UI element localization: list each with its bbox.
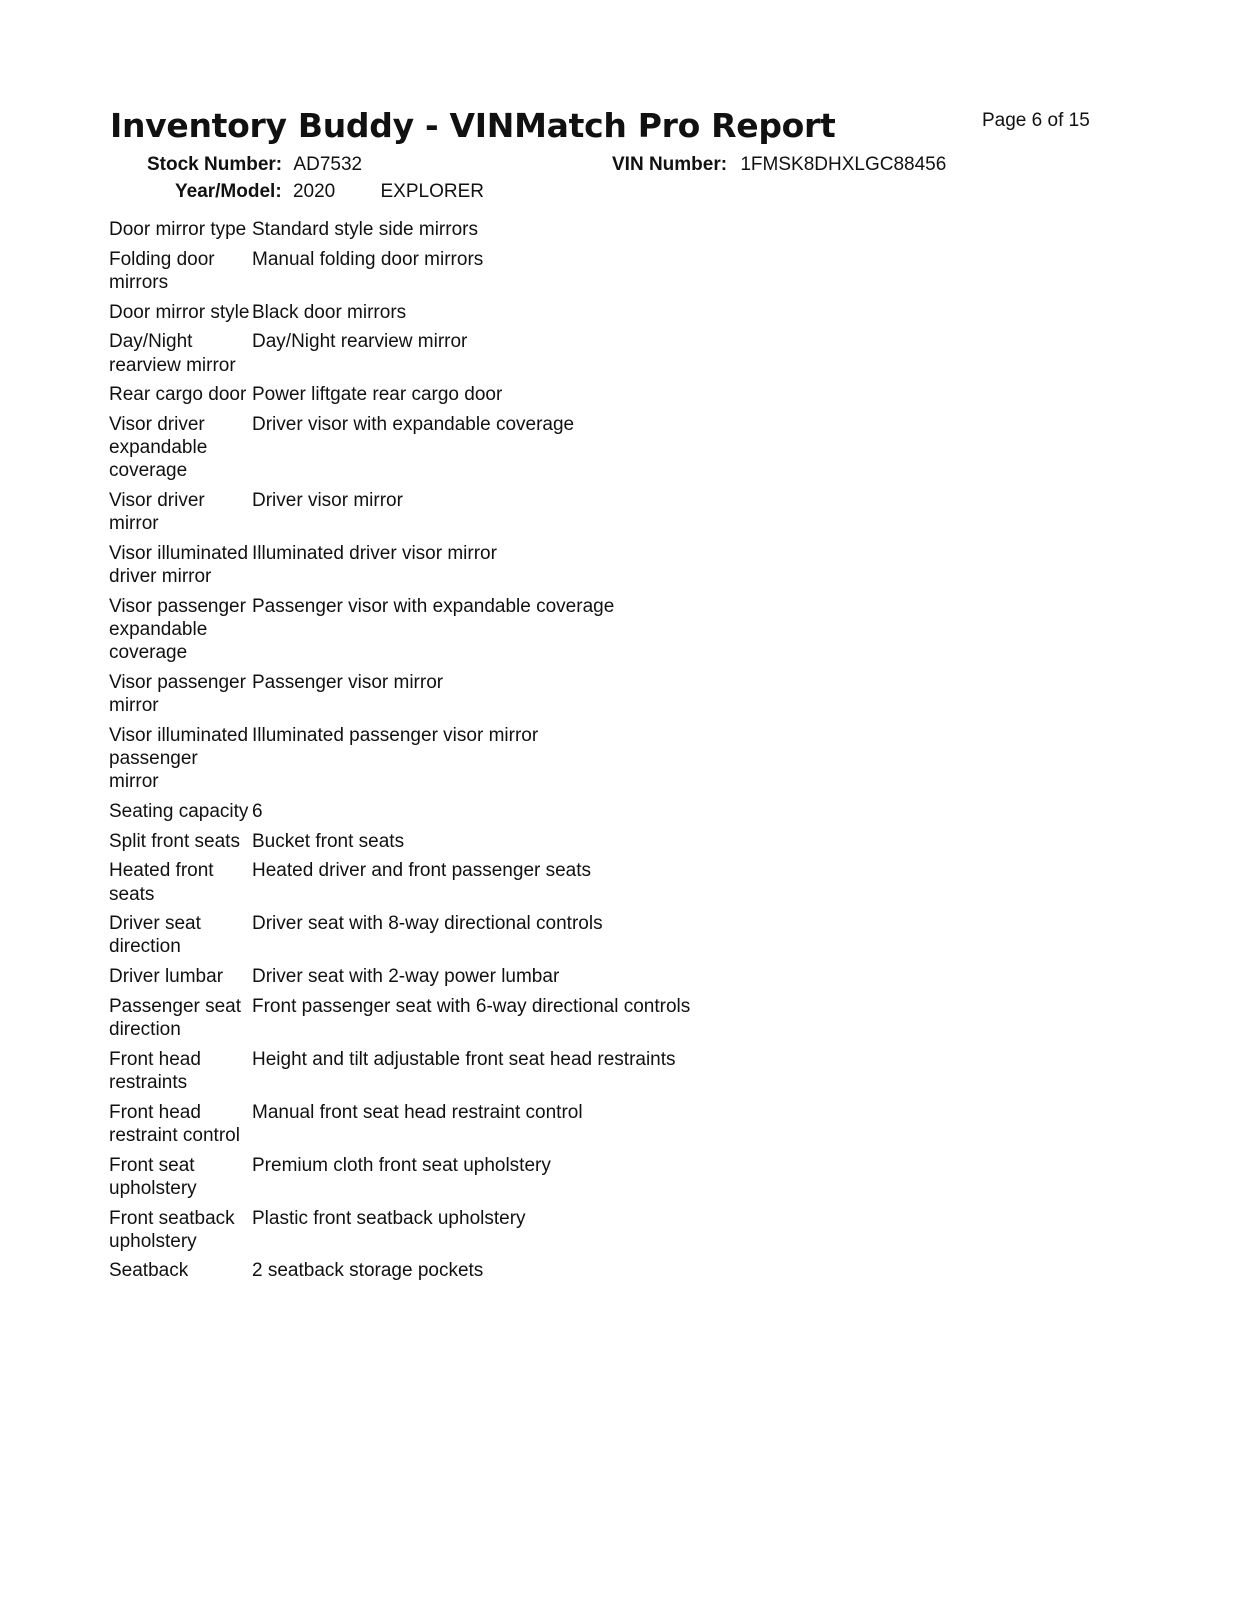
feature-label: Seating capacity <box>109 800 249 822</box>
feature-label: Driver seat direction <box>109 913 201 958</box>
feature-row <box>109 542 1109 588</box>
feature-label: Split front seats <box>109 830 240 852</box>
feature-label: Door mirror type <box>109 219 247 240</box>
feature-value: Day/Night rearview mirror <box>252 331 468 353</box>
feature-value: Manual front seat head restraint control <box>252 1101 583 1123</box>
feature-label: Door mirror style <box>109 301 250 323</box>
feature-label: Visor illuminated passenger mirror <box>109 724 249 793</box>
feature-row <box>109 724 1109 794</box>
feature-value: Plastic front seatback upholstery <box>252 1207 526 1229</box>
feature-value: Driver seat with 8-way directional controls <box>252 913 603 935</box>
feature-label: Visor passenger mirror <box>109 671 246 717</box>
feature-row <box>109 489 1109 535</box>
feature-value: Standard style side mirrors <box>252 219 478 240</box>
report-title: Inventory Buddy - VINMatch Pro Report <box>110 106 836 145</box>
vin-number-value: 1FMSK8DHXLGC88456 <box>740 154 947 175</box>
feature-row <box>109 218 1109 241</box>
feature-value: Heated driver and front passenger seats <box>252 860 592 882</box>
feature-row <box>109 912 1109 958</box>
feature-value: Driver visor mirror <box>252 490 403 512</box>
feature-label: Passenger seat direction <box>109 995 242 1041</box>
vin-number-label: VIN Number: <box>612 154 728 175</box>
feature-row <box>109 1207 1109 1253</box>
feature-label: Visor illuminated driver mirror <box>109 542 249 588</box>
feature-row <box>109 248 1109 294</box>
feature-row <box>109 383 1109 406</box>
feature-row <box>109 1259 1109 1282</box>
feature-label: Front head restraints <box>109 1048 201 1093</box>
feature-value: Manual folding door mirrors <box>252 248 484 270</box>
feature-row <box>109 413 1109 483</box>
feature-row <box>109 1101 1109 1147</box>
feature-value: Bucket front seats <box>252 830 405 852</box>
year-model-label: Year/Model: <box>175 181 282 202</box>
feature-label: Front seat upholstery <box>109 1154 197 1199</box>
feature-label: Driver lumbar <box>109 966 224 988</box>
feature-label: Visor passenger expandable coverage <box>109 595 246 664</box>
feature-row <box>109 830 1109 853</box>
page-indicator: Page 6 of 15 <box>982 110 1090 131</box>
stock-number-value: AD7532 <box>293 154 363 175</box>
feature-value: Black door mirrors <box>252 301 407 323</box>
model-value: EXPLORER <box>380 181 484 202</box>
feature-value: Illuminated driver visor mirror <box>252 542 497 564</box>
vin-number-field <box>612 154 946 176</box>
feature-value: Illuminated passenger visor mirror <box>252 724 539 746</box>
feature-row <box>109 301 1109 324</box>
feature-label: Front seatback upholstery <box>109 1207 235 1252</box>
stock-number-label: Stock Number: <box>147 154 283 175</box>
feature-value: 6 <box>252 800 263 822</box>
feature-row <box>109 800 1109 823</box>
feature-value: Premium cloth front seat upholstery <box>252 1154 551 1176</box>
feature-value: Driver visor with expandable coverage <box>252 413 575 435</box>
feature-row <box>109 1154 1109 1200</box>
feature-label: Visor driver expandable coverage <box>109 413 208 482</box>
feature-list <box>109 218 1109 1289</box>
feature-label: Day/Night rearview mirror <box>109 331 236 376</box>
feature-row <box>109 330 1109 376</box>
feature-row <box>109 671 1109 717</box>
feature-row <box>109 965 1109 988</box>
feature-value: Front passenger seat with 6-way directional controls <box>252 995 691 1017</box>
feature-label: Visor driver mirror <box>109 490 205 535</box>
feature-label: Heated front seats <box>109 860 214 905</box>
feature-label: Rear cargo door <box>109 384 247 406</box>
feature-value: Power liftgate rear cargo door <box>252 384 503 406</box>
feature-row <box>109 995 1109 1041</box>
feature-label: Front head restraint control <box>109 1101 240 1146</box>
feature-value: Passenger visor mirror <box>252 671 444 693</box>
feature-label: Folding door mirrors <box>109 248 215 293</box>
feature-value: Driver seat with 2-way power lumbar <box>252 966 560 988</box>
feature-row <box>109 595 1109 665</box>
feature-value: 2 seatback storage pockets <box>252 1260 484 1282</box>
year-value: 2020 <box>292 181 336 202</box>
feature-row <box>109 859 1109 905</box>
year-model-field <box>175 181 484 203</box>
feature-value: Passenger visor with expandable coverage <box>252 595 615 617</box>
feature-label: Seatback <box>109 1260 189 1282</box>
stock-number-field <box>147 154 362 176</box>
feature-row <box>109 1048 1109 1094</box>
feature-value: Height and tilt adjustable front seat head restraints <box>252 1048 676 1070</box>
